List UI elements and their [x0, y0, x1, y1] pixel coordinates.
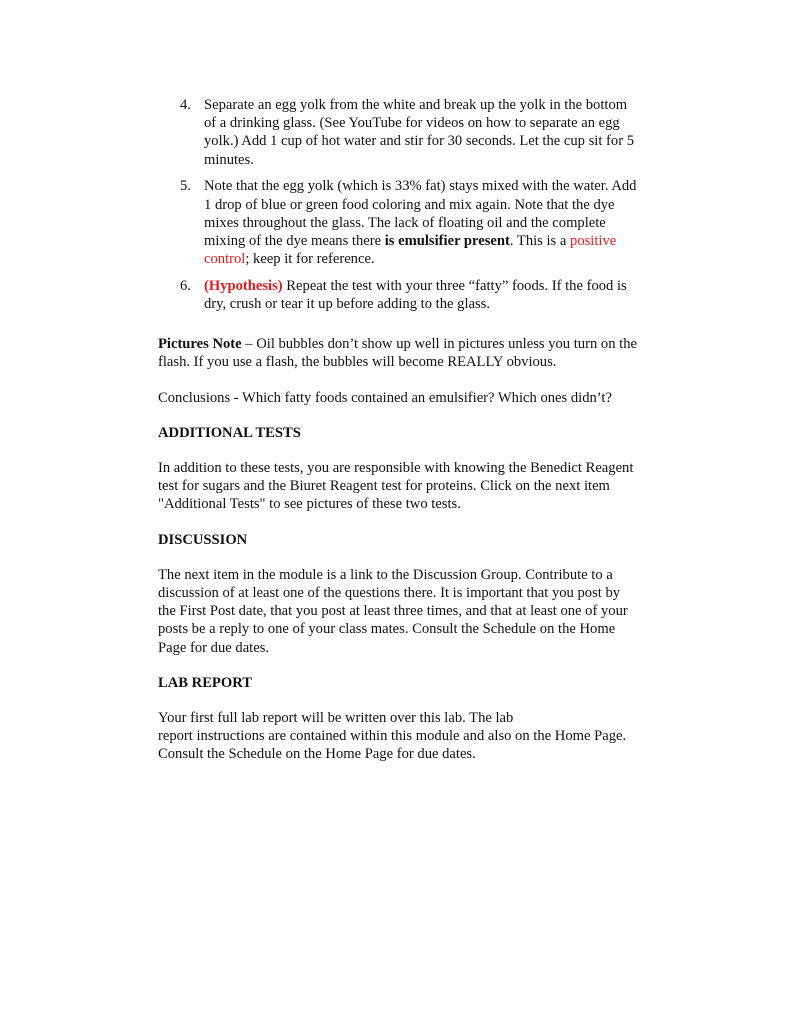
conclusions-paragraph: Conclusions - Which fatty foods contained an emulsifier? Which ones didn’t? — [158, 389, 612, 406]
pictures-note-label: Pictures Note — [158, 336, 242, 353]
lab-report-paragraph — [158, 709, 638, 764]
step-text: ; keep it for reference. — [245, 251, 375, 268]
step-4 — [158, 96, 638, 169]
step-text: . This is a — [509, 232, 571, 249]
step-text: Separate an egg yolk from the white and break up the yolk in the bottom of a drinking glass. (See YouTube for videos on how to separate an egg yolk.) Add 1 cup of hot water and stir for 30 seconds. Let the cup sit for 5 minutes. — [204, 97, 635, 168]
step-number: 5. — [180, 178, 191, 195]
positive-control-highlight: positive control — [204, 232, 617, 268]
step-5 — [158, 177, 638, 268]
discussion-paragraph: The next item in the module is a link to the Discussion Group. Contribute to a discussion of at least one of the questions there. It is important that you post by the First Post date, that you post at least three times, and that at least one of your posts be a reply to one of your class mates. Consult the Schedule on the Home Page for due dates. — [158, 566, 628, 656]
lab-report-line-2: report instructions are contained within this module and also on the Home Page. Consult the Schedule on the Home Page for due dates. — [158, 728, 627, 763]
lab-report-heading: LAB REPORT — [158, 674, 252, 691]
hypothesis-label: (Hypothesis) — [204, 277, 283, 294]
additional-tests-paragraph: In addition to these tests, you are responsible with knowing the Benedict Reagent test for sugars and the Biuret Reagent test for proteins. Click on the next item "Additional Tests" to see pictures of these two tests. — [158, 460, 634, 513]
document-page — [158, 96, 638, 781]
pictures-note — [158, 335, 638, 371]
discussion-heading: DISCUSSION — [158, 531, 248, 548]
lab-report-line-1: Your first full lab report will be written over this lab. The lab — [158, 710, 514, 727]
step-number: 4. — [180, 97, 191, 113]
step-number: 6. — [180, 277, 191, 294]
emulsifier-present-emphasis: is emulsifier present — [384, 232, 510, 249]
step-6 — [158, 277, 638, 313]
additional-tests-heading: ADDITIONAL TESTS — [158, 424, 301, 441]
pictures-note-text: – Oil bubbles don’t show up well in pictures unless you turn on the flash. If you use a flash, the bubbles will become REALLY obvious. — [158, 336, 637, 371]
step-text: Note that the egg yolk (which is 33% fat) stays mixed with the water. Add 1 drop of blue or green food coloring and mix again. Note that the dye mixes throughout the glass. The lack of floating oil and the complete mixing of the dye means there — [204, 178, 637, 249]
step-text: Repeat the test with your three “fatty” foods. If the food is dry, crush or tear it up before adding to the glass. — [204, 277, 627, 313]
procedure-steps — [158, 96, 638, 313]
